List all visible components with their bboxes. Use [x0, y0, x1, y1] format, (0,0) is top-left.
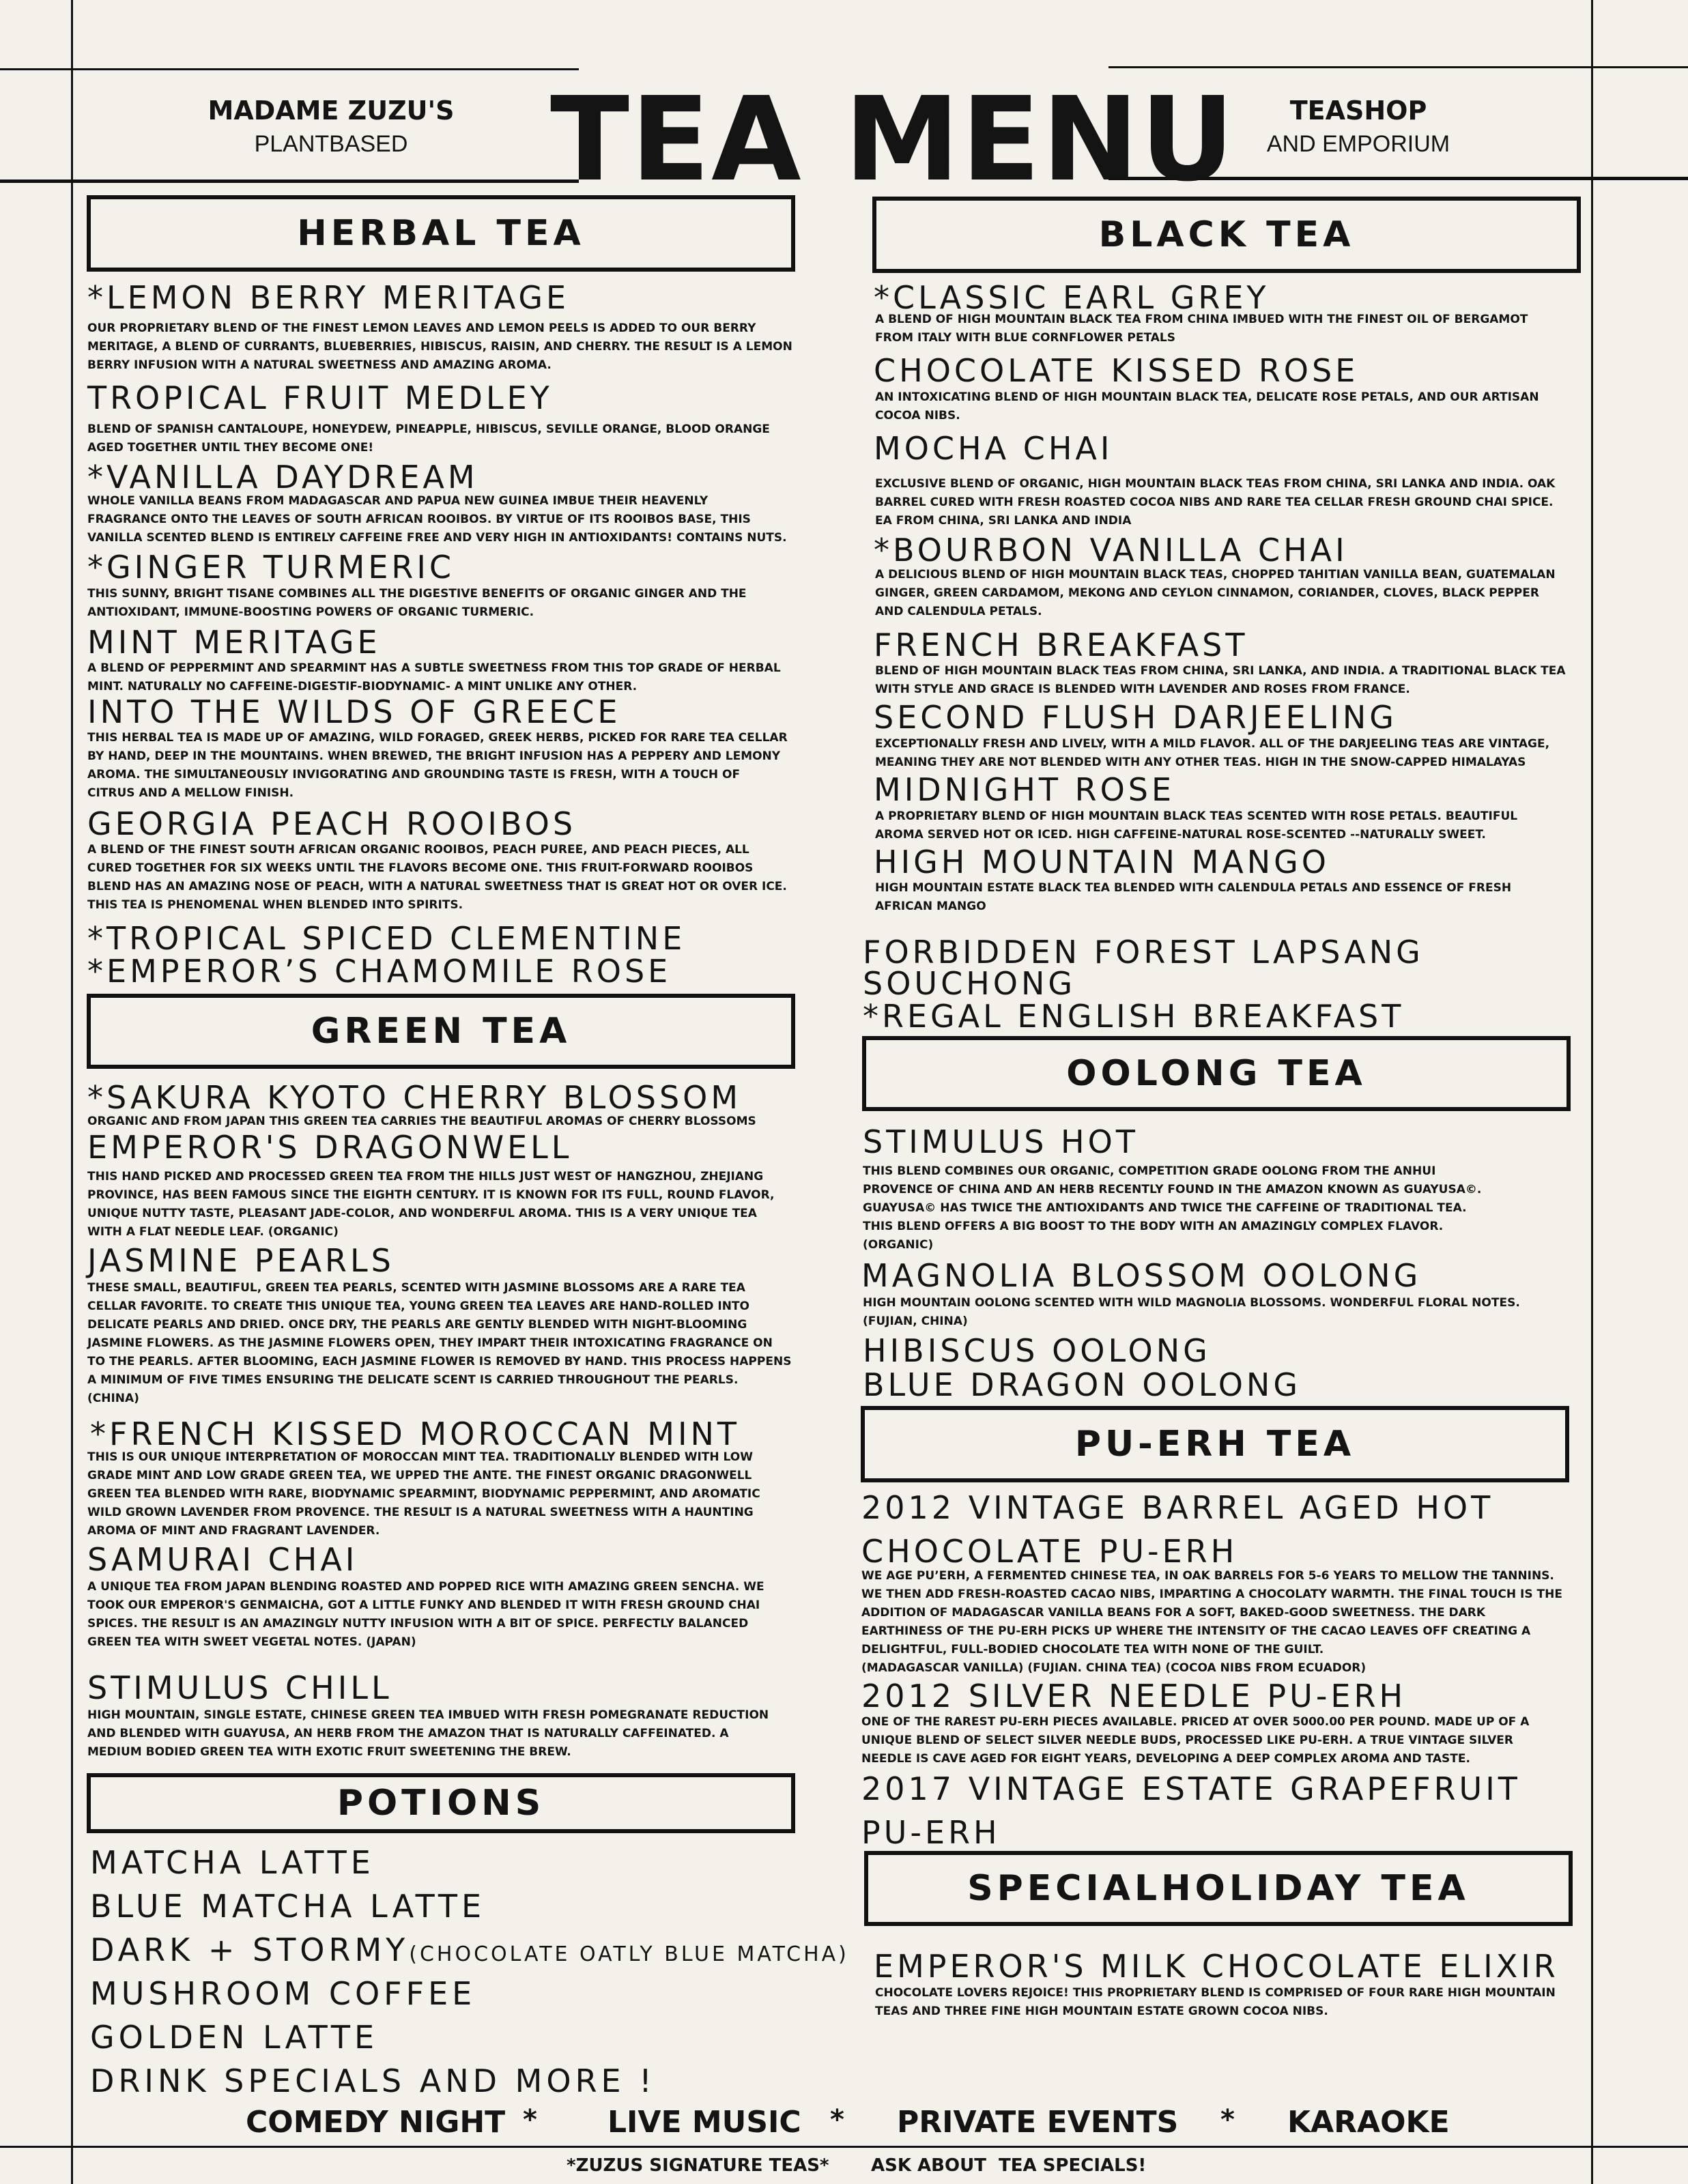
brand-left-sub: PLANTBASED	[254, 131, 408, 157]
green-item-desc: A MINIMUM OF FIVE TIMES ENSURING THE DELICATE SCENT IS CARRIED THROUGHOUT THE PEARLS.	[87, 1373, 739, 1387]
herbal-item-desc: MERITAGE, A BLEND OF CURRANTS, BLUEBERRIES, HIBISCUS, RAISIN, AND CHERRY. THE RESULT IS A LEMON	[87, 340, 792, 354]
green-item-desc: CELLAR FAVORITE. TO CREATE THIS UNIQUE TEA, YOUNG GREEN TEA LEAVES ARE HAND-ROLLED INTO	[87, 1299, 749, 1313]
black-heading: BLACK TEA	[872, 197, 1581, 273]
oolong-item-desc: THIS BLEND COMBINES OUR ORGANIC, COMPETITION GRADE OOLONG FROM THE ANHUI	[863, 1164, 1436, 1178]
herbal-item-desc: A BLEND OF THE FINEST SOUTH AFRICAN ORGANIC ROOIBOS, PEACH PUREE, AND PEACH PIECES, ALL	[87, 843, 749, 857]
black-item-desc: MEANING THEY ARE NOT BLENDED WITH ANY OTHER TEAS. HIGH IN THE SNOW-CAPPED HIMALAYAS	[875, 756, 1526, 769]
black-item-desc: A PROPRIETARY BLEND OF HIGH MOUNTAIN BLACK TEAS SCENTED WITH ROSE PETALS. BEAUTIFUL	[875, 809, 1518, 823]
green-item-desc: (CHINA)	[87, 1392, 139, 1405]
puerh-item-name: 2012 VINTAGE BARREL AGED HOT	[861, 1489, 1494, 1526]
puerh-item-name: CHOCOLATE PU-ERH	[861, 1533, 1238, 1570]
oolong-item-name: BLUE DRAGON OOLONG	[863, 1366, 1301, 1403]
potion-item: MATCHA LATTE	[90, 1844, 375, 1881]
black-item-name: SECOND FLUSH DARJEELING	[874, 699, 1397, 736]
black-item-name: SOUCHONG	[863, 965, 1076, 1002]
oolong-item-name: MAGNOLIA BLOSSOM OOLONG	[861, 1257, 1422, 1294]
herbal-item-name: INTO THE WILDS OF GREECE	[87, 693, 621, 730]
black-item-name: *BOURBON VANILLA CHAI	[874, 532, 1348, 569]
header-line-top-right	[1108, 66, 1688, 68]
green-item-desc: SPICES. THE RESULT IS AN AMAZINGLY NUTTY INFUSION WITH A BIT OF SPICE. PERFECTLY BALANCED	[87, 1617, 749, 1630]
potions-heading: POTIONS	[87, 1773, 795, 1833]
herbal-item-desc: CURED TOGETHER FOR SIX WEEKS UNTIL THE FLAVORS BECOME ONE. THIS FRUIT-FORWARD ROOIBOS	[87, 861, 754, 875]
green-item-name: *SAKURA KYOTO CHERRY BLOSSOM	[87, 1079, 742, 1116]
herbal-item-desc: VANILLA SCENTED BLEND IS ENTIRELY CAFFEINE FREE AND VERY HIGH IN ANTIOXIDANTS! CONTAINS NUTS.	[87, 531, 787, 545]
black-item-desc: EXCEPTIONALLY FRESH AND LIVELY, WITH A MILD FLAVOR. ALL OF THE DARJEELING TEAS ARE VINTAGE,	[875, 737, 1550, 751]
potion-item: GOLDEN LATTE	[90, 2019, 379, 2056]
footer-signature-note: *ZUZUS SIGNATURE TEAS*	[567, 2155, 829, 2176]
green-item-desc: AROMA OF MINT AND FRAGRANT LAVENDER.	[87, 1524, 380, 1538]
green-item-name: STIMULUS CHILL	[87, 1669, 392, 1706]
oolong-item-desc: THIS BLEND OFFERS A BIG BOOST TO THE BODY WITH AN AMAZINGLY COMPLEX FLAVOR.	[863, 1220, 1444, 1233]
puerh-item-name: 2017 VINTAGE ESTATE GRAPEFRUIT	[861, 1770, 1521, 1807]
herbal-item-name: MINT MERITAGE	[87, 624, 381, 661]
footer-event-music: LIVE MUSIC	[607, 2105, 801, 2140]
potion-item-dark-stormy	[90, 1931, 849, 1968]
herbal-heading: HERBAL TEA	[87, 195, 795, 272]
footer-separator: *	[830, 2104, 844, 2136]
green-item-desc: ORGANIC AND FROM JAPAN THIS GREEN TEA CARRIES THE BEAUTIFUL AROMAS OF CHERRY BLOSSOMS	[87, 1115, 756, 1128]
black-item-desc: AND CALENDULA PETALS.	[875, 605, 1042, 618]
herbal-item-desc: MINT. NATURALLY NO CAFFEINE-DIGESTIF-BIODYNAMIC- A MINT UNLIKE ANY OTHER.	[87, 680, 638, 693]
black-item-desc: BLEND OF HIGH MOUNTAIN BLACK TEAS FROM CHINA, SRI LANKA, AND INDIA. A TRADITIONAL BLACK TEA	[875, 664, 1566, 678]
frame-line-left	[71, 0, 73, 2184]
footer-event-karaoke: KARAOKE	[1287, 2105, 1450, 2140]
footer-line	[0, 2146, 1688, 2148]
black-item-desc: FROM ITALY WITH BLUE CORNFLOWER PETALS	[875, 331, 1175, 345]
potion-item: BLUE MATCHA LATTE	[90, 1888, 486, 1925]
puerh-item-name: 2012 SILVER NEEDLE PU-ERH	[861, 1678, 1407, 1714]
black-item-desc: WITH STYLE AND GRACE IS BLENDED WITH LAVENDER AND ROSES FROM FRANCE.	[875, 682, 1410, 696]
herbal-item-desc: AROMA. THE SIMULTANEOUSLY INVIGORATING AND GROUNDING TASTE IS FRESH, WITH A TOUCH OF	[87, 768, 741, 781]
puerh-item-desc: ADDITION OF MADAGASCAR VANILLA BEANS FOR A SOFT, BAKED-GOOD SWEETNESS. THE DARK	[861, 1606, 1486, 1620]
frame-line-right	[1591, 0, 1593, 2184]
potion-item: MUSHROOM COFFEE	[90, 1975, 476, 2012]
black-item-name: *CLASSIC EARL GREY	[874, 279, 1270, 316]
herbal-item-desc: AGED TOGETHER UNTIL THEY BECOME ONE!	[87, 441, 374, 455]
green-item-desc: GRADE MINT AND LOW GRADE GREEN TEA, WE UPPED THE ANTE. THE FINEST ORGANIC DRAGONWELL	[87, 1469, 752, 1482]
puerh-item-desc: UNIQUE BLEND OF SELECT SILVER NEEDLE BUDS, PROCESSED LIKE PU-ERH. A TRUE VINTAGE SILVER	[861, 1734, 1513, 1747]
black-item-desc: BARREL CURED WITH FRESH ROASTED COCOA NIBS AND RARE TEA CELLAR FRESH GROUND CHAI SPICE.	[875, 495, 1554, 509]
puerh-item-desc: WE THEN ADD FRESH-ROASTED CACAO NIBS, IMPARTING A CHOCOLATY WARMTH. THE FINAL TOUCH IS THE	[861, 1587, 1562, 1601]
green-heading: GREEN TEA	[87, 994, 795, 1069]
holiday-heading: SPECIALHOLIDAY TEA	[864, 1851, 1573, 1926]
green-item-desc: A UNIQUE TEA FROM JAPAN BLENDING ROASTED AND POPPED RICE WITH AMAZING GREEN SENCHA. WE	[87, 1580, 764, 1594]
herbal-item-desc: CITRUS AND A MELLOW FINISH.	[87, 786, 294, 800]
footer-specials-note: ASK ABOUT TEA SPECIALS!	[871, 2155, 1147, 2176]
brand-right-name: TEASHOP	[1289, 96, 1427, 126]
puerh-item-desc: WE AGE PU’ERH, A FERMENTED CHINESE TEA, IN OAK BARRELS FOR 5-6 YEARS TO MELLOW THE TANNINS.	[861, 1569, 1554, 1583]
herbal-item-name: GEORGIA PEACH ROOIBOS	[87, 805, 577, 842]
puerh-item-desc: NEEDLE IS CAVE AGED FOR EIGHT YEARS, DEVELOPING A DEEP COMPLEX AROMA AND TASTE.	[861, 1752, 1470, 1766]
black-item-name: MOCHA CHAI	[874, 430, 1113, 467]
holiday-item-desc: CHOCOLATE LOVERS REJOICE! THIS PROPRIETARY BLEND IS COMPRISED OF FOUR RARE HIGH MOUNTAIN	[875, 1986, 1556, 2000]
puerh-item-desc: EARTHINESS OF THE PU-ERH PICKS UP WHERE THE INTENSITY OF THE CACAO LEAVES OFF CREATING A	[861, 1624, 1531, 1638]
black-item-name: HIGH MOUNTAIN MANGO	[874, 844, 1330, 880]
green-item-desc: UNIQUE NUTTY TASTE, PLEASANT JADE-COLOR, AND WONDERFUL AROMA. THIS IS A VERY UNIQUE TEA	[87, 1207, 757, 1220]
brand-left-name: MADAME ZUZU'S	[208, 96, 455, 126]
oolong-item-desc: PROVENCE OF CHINA AND AN HERB RECENTLY FOUND IN THE AMAZON KNOWN AS GUAYUSA©.	[863, 1183, 1482, 1196]
herbal-item-desc: OUR PROPRIETARY BLEND OF THE FINEST LEMON LEAVES AND LEMON PEELS IS ADDED TO OUR BERRY	[87, 321, 756, 335]
potion-item-note: (CHOCOLATE OATLY BLUE MATCHA)	[409, 1942, 849, 1966]
black-item-desc: A DELICIOUS BLEND OF HIGH MOUNTAIN BLACK TEAS, CHOPPED TAHITIAN VANILLA BEAN, GUATEMALAN	[875, 568, 1556, 581]
green-item-desc: HIGH MOUNTAIN, SINGLE ESTATE, CHINESE GREEN TEA IMBUED WITH FRESH POMEGRANATE REDUCTION	[87, 1708, 769, 1722]
potion-item-label: DARK + STORMY	[90, 1931, 410, 1968]
herbal-item-desc: BY HAND, DEEP IN THE MOUNTAINS. WHEN BREWED, THE BRIGHT INFUSION HAS A PEPPERY AND LEMONY	[87, 749, 781, 763]
green-item-desc: THIS IS OUR UNIQUE INTERPRETATION OF MOROCCAN MINT TEA. TRADITIONALLY BLENDED WITH LOW	[87, 1450, 753, 1464]
green-item-desc: THIS HAND PICKED AND PROCESSED GREEN TEA FROM THE HILLS JUST WEST OF HANGZHOU, ZHEJIANG	[87, 1170, 764, 1183]
brand-right	[1222, 96, 1495, 158]
black-item-desc: EA FROM CHINA, SRI LANKA AND INDIA	[875, 514, 1132, 528]
herbal-item-desc: THIS HERBAL TEA IS MADE UP OF AMAZING, WILD FORAGED, GREEK HERBS, PICKED FOR RARE TEA CELLAR	[87, 731, 788, 745]
green-item-desc: MEDIUM BODIED GREEN TEA WITH EXOTIC FRUIT SWEETENING THE BREW.	[87, 1745, 571, 1759]
oolong-item-desc: (ORGANIC)	[863, 1238, 934, 1252]
green-item-desc: DELICATE PEARLS AND DRIED. ONCE DRY, THE PEARLS ARE GENTLY BLENDED WITH NIGHT-BLOOMING	[87, 1318, 747, 1332]
footer-separator: *	[523, 2104, 537, 2136]
puerh-heading: PU-ERH TEA	[861, 1406, 1569, 1482]
black-item-desc: A BLEND OF HIGH MOUNTAIN BLACK TEA FROM CHINA IMBUED WITH THE FINEST OIL OF BERGAMOT	[875, 313, 1528, 326]
herbal-item-name: *TROPICAL SPICED CLEMENTINE	[87, 920, 686, 957]
herbal-item-desc: THIS TEA IS PHENOMENAL WHEN BLENDED INTO SPIRITS.	[87, 898, 463, 912]
footer-event-private: PRIVATE EVENTS	[897, 2105, 1179, 2140]
header-line-bottom-left	[0, 179, 579, 183]
black-item-desc: GINGER, GREEN CARDAMOM, MEKONG AND CEYLON CINNAMON, CORIANDER, CLOVES, BLACK PEPPER	[875, 586, 1539, 600]
herbal-item-desc: ANTIOXIDANT, IMMUNE-BOOSTING POWERS OF ORGANIC TURMERIC.	[87, 605, 534, 619]
green-item-desc: THESE SMALL, BEAUTIFUL, GREEN TEA PEARLS, SCENTED WITH JASMINE BLOSSOMS ARE A RARE TEA	[87, 1281, 745, 1295]
herbal-item-name: *VANILLA DAYDREAM	[87, 459, 478, 495]
herbal-item-desc: BERRY INFUSION WITH A NATURAL SWEETNESS AND AMAZING AROMA.	[87, 358, 552, 372]
black-item-name: MIDNIGHT ROSE	[874, 771, 1175, 808]
black-item-desc: AFRICAN MANGO	[875, 900, 986, 913]
puerh-item-name: PU-ERH	[861, 1814, 1001, 1851]
green-item-desc: TO THE PEARLS. AFTER BLOOMING, EACH JASMINE FLOWER IS REMOVED BY HAND. THIS PROCESS HAPPENS	[87, 1355, 792, 1368]
footer-separator: *	[1220, 2104, 1235, 2136]
herbal-item-desc: BLEND HAS AN AMAZING NOSE OF PEACH, WITH A NATURAL SWEETNESS THAT IS GREAT HOT OR OVER ICE.	[87, 880, 787, 893]
holiday-item-desc: TEAS AND THREE FINE HIGH MOUNTAIN ESTATE GROWN COCOA NIBS.	[875, 2005, 1328, 2018]
herbal-item-name: *LEMON BERRY MERITAGE	[87, 279, 570, 316]
oolong-heading: OOLONG TEA	[862, 1036, 1571, 1111]
green-item-name: SAMURAI CHAI	[87, 1541, 358, 1578]
herbal-item-desc: WHOLE VANILLA BEANS FROM MADAGASCAR AND PAPUA NEW GUINEA IMBUE THEIR HEAVENLY	[87, 494, 709, 508]
green-item-desc: JASMINE FLOWERS. AS THE JASMINE FLOWERS OPEN, THEY IMPART THEIR INTOXICATING FRAGRANCE ON	[87, 1336, 773, 1350]
herbal-item-name: *EMPEROR’S CHAMOMILE ROSE	[87, 953, 672, 990]
green-item-desc: GREEN TEA WITH SWEET VEGETAL NOTES. (JAPAN)	[87, 1635, 416, 1649]
brand-left	[177, 96, 485, 158]
brand-right-sub: AND EMPORIUM	[1266, 131, 1450, 157]
holiday-item-name: EMPEROR'S MILK CHOCOLATE ELIXIR	[874, 1948, 1559, 1985]
puerh-item-desc: (MADAGASCAR VANILLA) (FUJIAN. CHINA TEA) (COCOA NIBS FROM ECUADOR)	[861, 1661, 1367, 1675]
green-item-desc: TOOK OUR EMPEROR'S GENMAICHA, GOT A LITTLE FUNKY AND BLENDED IT WITH FRESH GROUND CHAI	[87, 1598, 760, 1612]
green-item-desc: PROVINCE, HAS BEEN FAMOUS SINCE THE EIGHTH CENTURY. IT IS KNOWN FOR ITS FULL, ROUND FLAVOR,	[87, 1188, 775, 1202]
black-item-desc: AROMA SERVED HOT OR ICED. HIGH CAFFEINE-NATURAL ROSE-SCENTED --NATURALLY SWEET.	[875, 828, 1486, 842]
oolong-item-desc: HIGH MOUNTAIN OOLONG SCENTED WITH WILD MAGNOLIA BLOSSOMS. WONDERFUL FLORAL NOTES.	[863, 1296, 1520, 1310]
potion-item: DRINK SPECIALS AND MORE !	[90, 2063, 656, 2099]
green-item-name: *FRENCH KISSED MOROCCAN MINT	[90, 1416, 741, 1452]
herbal-item-name: TROPICAL FRUIT MEDLEY	[87, 379, 553, 416]
green-item-name: EMPEROR'S DRAGONWELL	[87, 1129, 573, 1166]
black-item-name: FRENCH BREAKFAST	[874, 627, 1248, 663]
green-item-desc: WILD GROWN LAVENDER FROM PROVENCE. THE RESULT IS A NATURAL SWEETNESS WITH A HAUNTING	[87, 1506, 754, 1519]
header-line-top-left	[0, 68, 579, 70]
black-item-name: CHOCOLATE KISSED ROSE	[874, 352, 1359, 389]
black-item-desc: COCOA NIBS.	[875, 409, 960, 422]
herbal-item-desc: A BLEND OF PEPPERMINT AND SPEARMINT HAS A SUBTLE SWEETNESS FROM THIS TOP GRADE OF HERBAL	[87, 661, 781, 675]
black-item-desc: EXCLUSIVE BLEND OF ORGANIC, HIGH MOUNTAIN BLACK TEAS FROM CHINA, SRI LANKA AND INDIA. OAK	[875, 477, 1556, 491]
black-item-desc: AN INTOXICATING BLEND OF HIGH MOUNTAIN BLACK TEA, DELICATE ROSE PETALS, AND OUR ARTISAN	[875, 390, 1539, 404]
puerh-item-desc: DELIGHTFUL, FULL-BODIED CHOCOLATE TEA WITH NONE OF THE GUILT.	[861, 1643, 1324, 1656]
green-item-desc: WITH A FLAT NEEDLE LEAF. (ORGANIC)	[87, 1225, 339, 1239]
green-item-name: JASMINE PEARLS	[87, 1242, 395, 1279]
puerh-item-desc: ONE OF THE RAREST PU-ERH PIECES AVAILABLE. PRICED AT OVER 5000.00 PER POUND. MADE UP OF A	[861, 1715, 1530, 1729]
herbal-item-desc: FRAGRANCE ONTO THE LEAVES OF SOUTH AFRICAN ROOIBOS. BY VIRTUE OF ITS ROOIBOS BASE, THIS	[87, 513, 751, 526]
oolong-item-name: STIMULUS HOT	[863, 1123, 1139, 1160]
footer-event-comedy: COMEDY NIGHT	[246, 2105, 506, 2140]
oolong-item-desc: GUAYUSA© HAS TWICE THE ANTIOXIDANTS AND TWICE THE CAFFEINE OF TRADITIONAL TEA.	[863, 1201, 1467, 1215]
herbal-item-desc: THIS SUNNY, BRIGHT TISANE COMBINES ALL THE DIGESTIVE BENEFITS OF ORGANIC GINGER AND THE	[87, 587, 747, 601]
oolong-item-name: HIBISCUS OOLONG	[863, 1332, 1211, 1369]
green-item-desc: GREEN TEA BLENDED WITH RARE, BIODYNAMIC SPEARMINT, BIODYNAMIC PEPPERMINT, AND AROMATIC	[87, 1487, 760, 1501]
green-item-desc: AND BLENDED WITH GUAYUSA, AN HERB FROM THE AMAZON THAT IS NATURALLY CAFFEINATED. A	[87, 1727, 729, 1740]
oolong-item-desc: (FUJIAN, CHINA)	[863, 1314, 968, 1328]
black-item-name: *REGAL ENGLISH BREAKFAST	[863, 998, 1405, 1035]
black-item-name: FORBIDDEN FOREST LAPSANG	[863, 934, 1424, 971]
herbal-item-name: *GINGER TURMERIC	[87, 549, 455, 586]
herbal-item-desc: BLEND OF SPANISH CANTALOUPE, HONEYDEW, PINEAPPLE, HIBISCUS, SEVILLE ORANGE, BLOOD ORANGE	[87, 422, 770, 436]
page-title: TEA MENU	[550, 72, 1236, 207]
black-item-desc: HIGH MOUNTAIN ESTATE BLACK TEA BLENDED WITH CALENDULA PETALS AND ESSENCE OF FRESH	[875, 881, 1512, 895]
